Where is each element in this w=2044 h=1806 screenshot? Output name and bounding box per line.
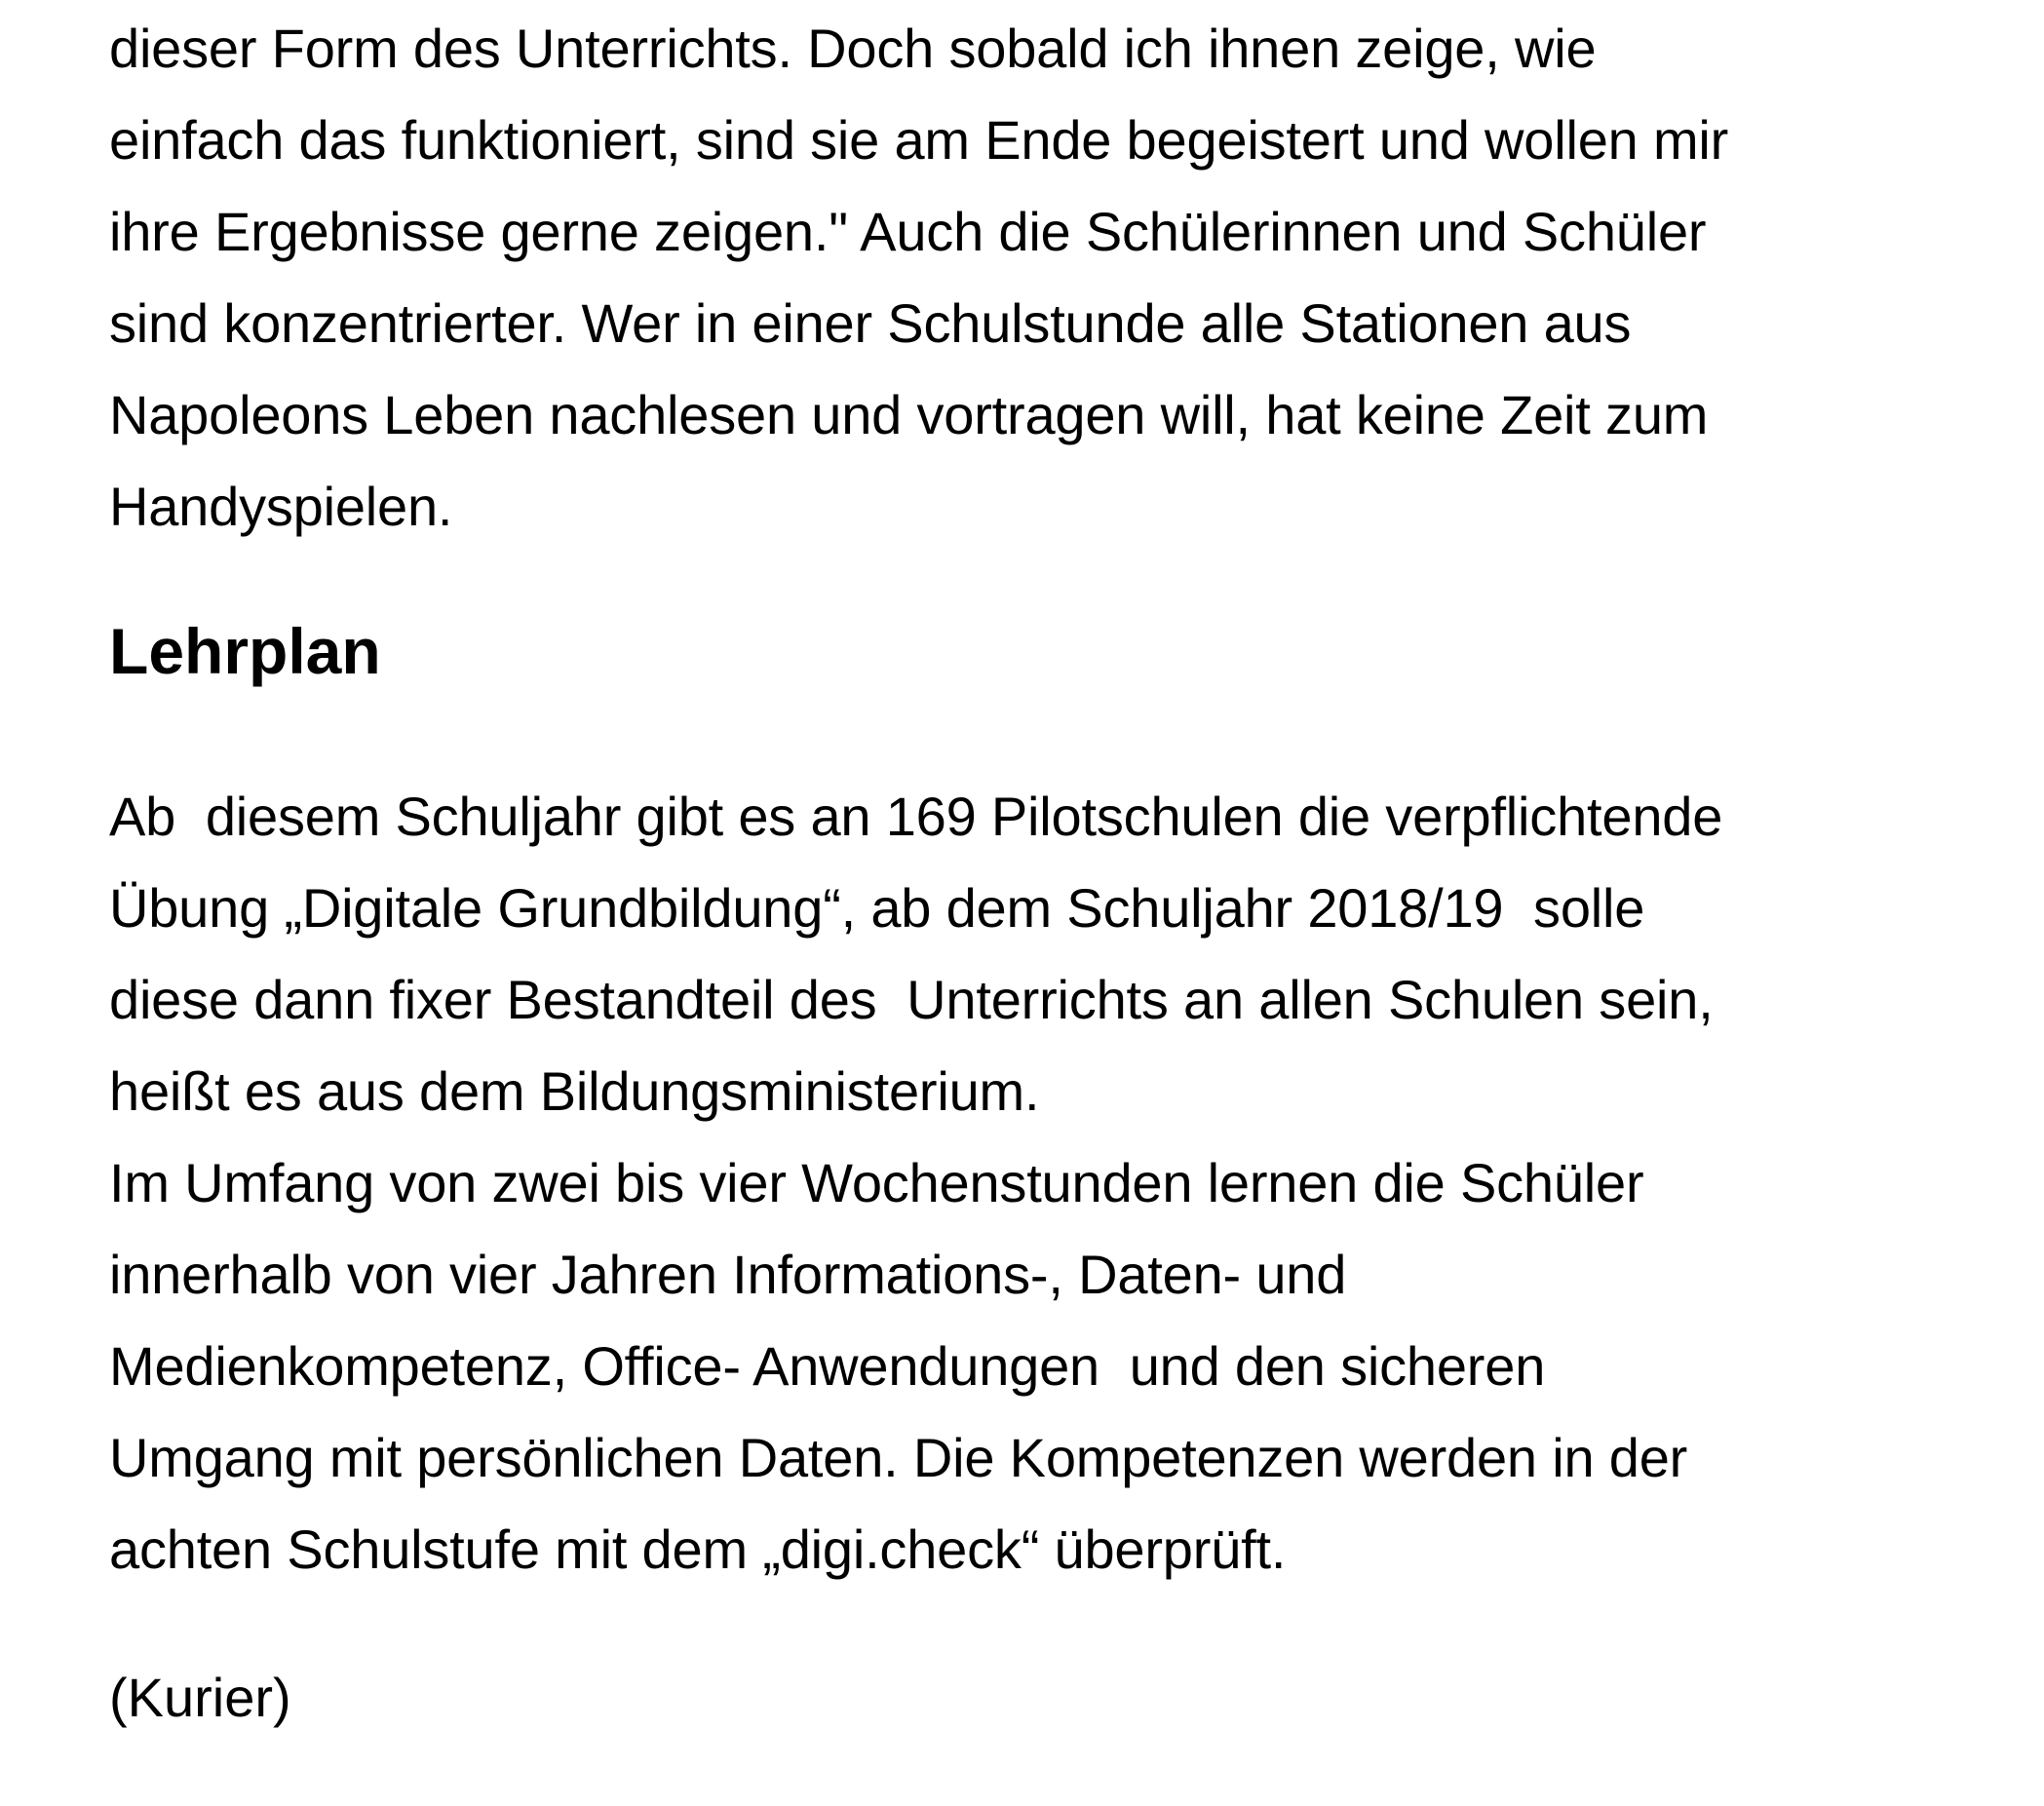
text-line: Umgang mit persönlichen Daten. Die Kompetenzen werden in der xyxy=(109,1427,1688,1488)
section-heading: Lehrplan xyxy=(109,615,381,687)
text-line: Napoleons Leben nachlesen und vortragen will, hat keine Zeit zum xyxy=(109,384,1709,445)
paragraph-lehrplan xyxy=(109,771,1722,1595)
text-line: sind konzentrierter. Wer in einer Schulstunde alle Stationen aus xyxy=(109,292,1632,354)
text-line: Ab diesem Schuljahr gibt es an 169 Pilotschulen die verpflichtende xyxy=(109,786,1723,847)
text-line: Handyspielen. xyxy=(109,476,453,537)
text-line: achten Schulstufe mit dem „digi.check“ überprüft. xyxy=(109,1518,1287,1580)
text-line: Im Umfang von zwei bis vier Wochenstunden lernen die Schüler xyxy=(109,1152,1644,1213)
text-line: innerhalb von vier Jahren Informations-, Daten- und xyxy=(109,1244,1347,1305)
text-line: Medienkompetenz, Office- Anwendungen und den sicheren xyxy=(109,1335,1546,1397)
text-line: ihre Ergebnisse gerne zeigen." Auch die Schülerinnen und Schüler xyxy=(109,201,1707,262)
text-line: diese dann fixer Bestandteil des Unterrichts an allen Schulen sein, xyxy=(109,969,1714,1030)
source-credit: (Kurier) xyxy=(109,1667,291,1728)
paragraph-intro xyxy=(109,3,1728,553)
text-line: heißt es aus dem Bildungsministerium. xyxy=(109,1060,1040,1122)
text-line: einfach das funktioniert, sind sie am Ende begeistert und wollen mir xyxy=(109,109,1729,171)
text-line: Übung „Digitale Grundbildung“, ab dem Schuljahr 2018/19 solle xyxy=(109,877,1645,939)
text-line: dieser Form des Unterrichts. Doch sobald ich ihnen zeige, wie xyxy=(109,18,1597,79)
